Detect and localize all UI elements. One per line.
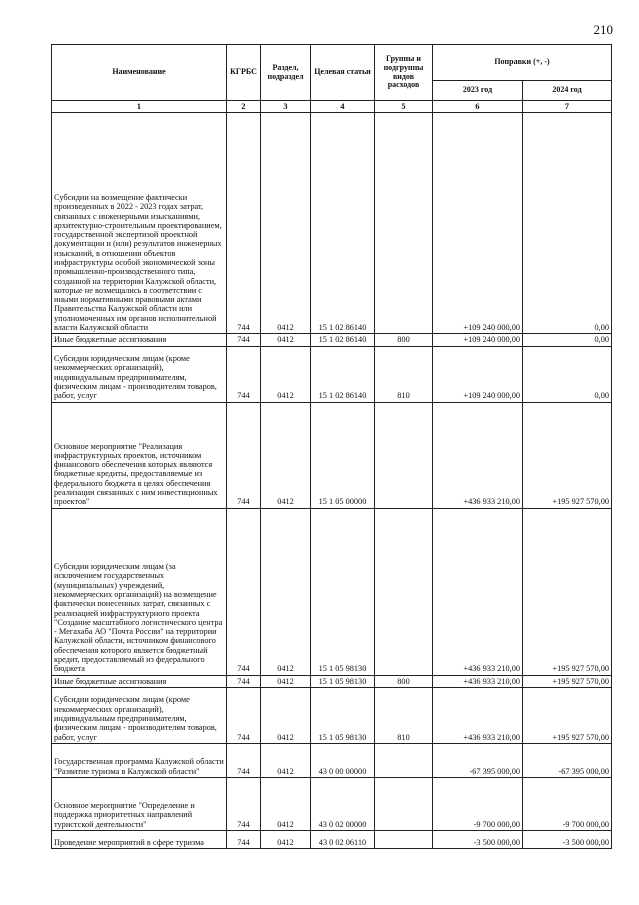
row-expense-group: 800 <box>375 675 433 687</box>
table-row <box>52 777 612 830</box>
row-amount-2023: +436 933 210,00 <box>433 402 523 508</box>
table-row <box>52 346 612 402</box>
row-section: 0412 <box>261 675 311 687</box>
col-number: 7 <box>523 101 612 113</box>
table-header <box>52 45 612 113</box>
row-target: 43 0 02 00000 <box>311 777 375 830</box>
col-number: 4 <box>311 101 375 113</box>
header-year-2024: 2024 год <box>523 81 612 101</box>
row-section: 0412 <box>261 346 311 402</box>
table-body <box>52 113 612 849</box>
col-number: 5 <box>375 101 433 113</box>
row-expense-group <box>375 508 433 675</box>
row-target: 15 1 02 86140 <box>311 346 375 402</box>
row-name: Государственная программа Калужской области "Развитие туризма в Калужской области" <box>52 743 227 777</box>
row-expense-group <box>375 830 433 848</box>
row-amount-2024: +195 927 570,00 <box>523 687 612 743</box>
row-target: 43 0 02 06110 <box>311 830 375 848</box>
row-kgrbs: 744 <box>227 743 261 777</box>
row-expense-group: 810 <box>375 346 433 402</box>
row-section: 0412 <box>261 687 311 743</box>
row-name: Субсидии юридическим лицам (кроме некоммерческих организаций), индивидуальным предпринимателям, физическим лицам - производителям товаров, работ, услуг <box>52 346 227 402</box>
row-target: 15 1 02 86140 <box>311 113 375 334</box>
row-kgrbs: 744 <box>227 346 261 402</box>
row-section: 0412 <box>261 777 311 830</box>
row-expense-group <box>375 743 433 777</box>
row-section: 0412 <box>261 113 311 334</box>
row-expense-group <box>375 402 433 508</box>
row-expense-group <box>375 113 433 334</box>
row-amount-2024: -3 500 000,00 <box>523 830 612 848</box>
row-target: 15 1 05 98130 <box>311 508 375 675</box>
header-kgrbs: КГРБС <box>227 45 261 101</box>
row-amount-2024: 0,00 <box>523 334 612 346</box>
row-expense-group: 810 <box>375 687 433 743</box>
row-amount-2023: +436 933 210,00 <box>433 687 523 743</box>
col-number: 6 <box>433 101 523 113</box>
row-target: 15 1 05 00000 <box>311 402 375 508</box>
row-amount-2023: +109 240 000,00 <box>433 346 523 402</box>
row-section: 0412 <box>261 402 311 508</box>
header-target: Целевая статьи <box>311 45 375 101</box>
row-target: 15 1 05 98130 <box>311 675 375 687</box>
row-kgrbs: 744 <box>227 334 261 346</box>
table-row <box>52 113 612 334</box>
row-amount-2024: 0,00 <box>523 113 612 334</box>
row-kgrbs: 744 <box>227 113 261 334</box>
row-amount-2024: 0,00 <box>523 346 612 402</box>
row-kgrbs: 744 <box>227 508 261 675</box>
col-number: 3 <box>261 101 311 113</box>
row-name: Иные бюджетные ассигнования <box>52 334 227 346</box>
header-groups: Группы и подгруппы видов расходов <box>375 45 433 101</box>
row-amount-2024: -9 700 000,00 <box>523 777 612 830</box>
table-row <box>52 675 612 687</box>
table-row <box>52 402 612 508</box>
row-amount-2023: +436 933 210,00 <box>433 508 523 675</box>
table-row <box>52 743 612 777</box>
row-kgrbs: 744 <box>227 675 261 687</box>
row-amount-2024: -67 395 000,00 <box>523 743 612 777</box>
row-name: Основное мероприятие "Определение и поддержка приоритетных направлений туристской деятельности" <box>52 777 227 830</box>
page-number: 210 <box>593 22 613 37</box>
table-row <box>52 508 612 675</box>
column-number-row <box>52 101 612 113</box>
row-expense-group <box>375 777 433 830</box>
row-target: 43 0 00 00000 <box>311 743 375 777</box>
row-kgrbs: 744 <box>227 687 261 743</box>
row-target: 15 1 05 98130 <box>311 687 375 743</box>
row-amount-2023: -3 500 000,00 <box>433 830 523 848</box>
row-kgrbs: 744 <box>227 777 261 830</box>
row-kgrbs: 744 <box>227 402 261 508</box>
row-amount-2024: +195 927 570,00 <box>523 402 612 508</box>
row-amount-2023: -9 700 000,00 <box>433 777 523 830</box>
header-amendments: Поправки (+, -) <box>433 45 612 81</box>
row-amount-2024: +195 927 570,00 <box>523 508 612 675</box>
header-year-2023: 2023 год <box>433 81 523 101</box>
row-section: 0412 <box>261 508 311 675</box>
row-name: Проведение мероприятий в сфере туризма <box>52 830 227 848</box>
row-amount-2023: -67 395 000,00 <box>433 743 523 777</box>
table-row <box>52 687 612 743</box>
row-amount-2024: +195 927 570,00 <box>523 675 612 687</box>
col-number: 1 <box>52 101 227 113</box>
row-section: 0412 <box>261 743 311 777</box>
row-section: 0412 <box>261 830 311 848</box>
header-section: Раздел, подраздел <box>261 45 311 101</box>
header-name: Наименование <box>52 45 227 101</box>
row-name: Субсидии юридическим лицам (кроме некоммерческих организаций), индивидуальным предпринимателям, физическим лицам - производителям товаров, работ, услуг <box>52 687 227 743</box>
col-number: 2 <box>227 101 261 113</box>
row-amount-2023: +109 240 000,00 <box>433 334 523 346</box>
row-name: Основное мероприятие "Реализация инфраструктурных проектов, источником финансового обеспечения которых являются бюджетные кредиты, предоставляемые из федерального бюджета в целях обеспечения реализации связанных с ним инвестиционных проектов" <box>52 402 227 508</box>
table-row <box>52 830 612 848</box>
row-name: Субсидии на возмещение фактически произведенных в 2022 - 2023 годах затрат, связанных с инженерными изысканиями, архитектурно-строительным проектированием, государственной экспертизой проектной документации и (или) результатов инженерных изысканий, в отношении объектов инфраструктуры особой экономической зоны промышленно-производственного типа, созданной на территории Калужской области, которые не возмещались в соответствии с иными нормативными правовыми актами Правительства Калужской области или уполномоченных им органов исполнительной власти Калужской области <box>52 113 227 334</box>
row-name: Субсидии юридическим лицам (за исключением государственных (муниципальных) учреждений, некоммерческих организаций) на возмещение фактически понесенных затрат, связанных с реализацией инфраструктурного проекта "Создание масштабного логистического центра - Мегахаба АО "Почта России" на территории Калужской области, источником финансового обеспечения которого является бюджетный кредит, предоставляемый из федерального бюджета <box>52 508 227 675</box>
row-name: Иные бюджетные ассигнования <box>52 675 227 687</box>
row-amount-2023: +109 240 000,00 <box>433 113 523 334</box>
row-amount-2023: +436 933 210,00 <box>433 675 523 687</box>
row-expense-group: 800 <box>375 334 433 346</box>
row-section: 0412 <box>261 334 311 346</box>
budget-table <box>51 44 612 849</box>
row-kgrbs: 744 <box>227 830 261 848</box>
table-row <box>52 334 612 346</box>
row-target: 15 1 02 86140 <box>311 334 375 346</box>
